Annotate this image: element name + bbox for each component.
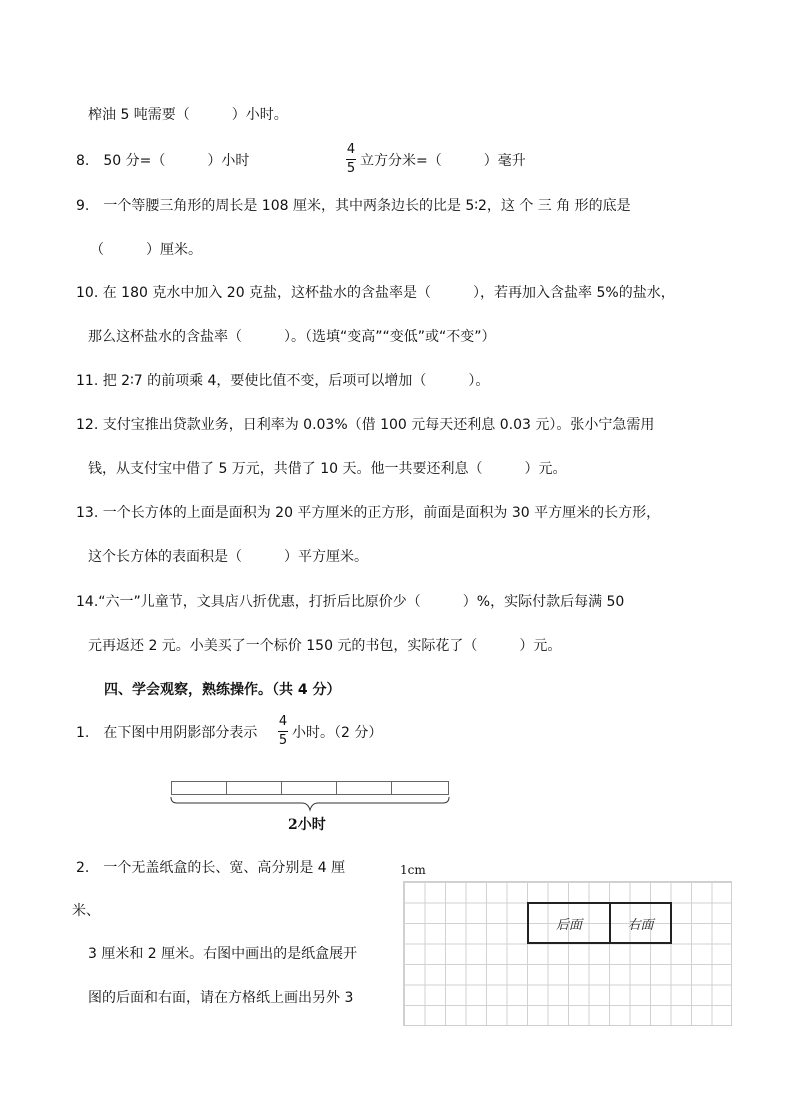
p1-frac-den: 5 xyxy=(278,733,288,748)
question-10b: 那么这杯盐水的含盐率（ ）。（选填“变高”“变低”或“不变”） xyxy=(88,329,496,345)
time-bar[interactable] xyxy=(171,781,449,795)
q8-frac-num: 4 xyxy=(346,142,356,157)
face-back: 后面 xyxy=(527,902,611,944)
line-q7-cont: 榨油 5 吨需要（ ）小时。 xyxy=(88,107,288,123)
question-14b: 元再返还 2 元。小美买了一个标价 150 元的书包，实际花了（ ）元。 xyxy=(88,638,562,654)
q8-frac-den: 5 xyxy=(346,161,356,176)
problem-2a: 2. 一个无盖纸盒的长、宽、高分别是 4 厘 xyxy=(76,860,346,876)
question-12b: 钱，从支付宝中借了 5 万元，共借了 10 天。他一共要还利息（ ）元。 xyxy=(88,461,567,477)
time-bar-segment[interactable] xyxy=(226,781,282,795)
p1-frac-bar xyxy=(278,731,288,732)
question-10a: 10. 在 180 克水中加入 20 克盐，这杯盐水的含盐率是（ ），若再加入含盐率 5%的盐水， xyxy=(76,285,675,301)
question-13b: 这个长方体的表面积是（ ）平方厘米。 xyxy=(88,549,368,565)
time-bar-segment[interactable] xyxy=(391,781,449,795)
question-13a: 13. 一个长方体的上面是面积为 20 平方厘米的正方形，前面是面积为 30 平方厘米的长方形， xyxy=(76,505,661,521)
bar-label: 2小时 xyxy=(288,817,326,833)
grid-unit-label: 1cm xyxy=(400,863,426,877)
problem-1b: 小时。（2 分） xyxy=(292,725,383,741)
face-right: 右面 xyxy=(609,902,672,944)
q8-frac-bar xyxy=(346,159,356,160)
question-9a: 9. 一个等腰三角形的周长是 108 厘米，其中两条边长的比是 5∶2，这 个 三 角 形的底是 xyxy=(76,198,631,214)
section-4-heading: 四、学会观察，熟练操作。（共 4 分） xyxy=(104,682,341,698)
question-14a: 14.“六一”儿童节，文具店八折优惠，打折后比原价少（ ）%，实际付款后每满 50 xyxy=(76,594,625,610)
time-bar-segment[interactable] xyxy=(336,781,392,795)
problem-1a: 1. 在下图中用阴影部分表示 xyxy=(76,725,258,741)
time-bar-segment[interactable] xyxy=(171,781,227,795)
problem-2d: 图的后面和右面，请在方格纸上画出另外 3 xyxy=(88,990,354,1006)
question-11: 11. 把 2∶7 的前项乘 4，要使比值不变，后项可以增加（ ）。 xyxy=(76,373,490,389)
problem-2c: 3 厘米和 2 厘米。右图中画出的是纸盒展开 xyxy=(88,946,358,962)
question-9b: （ ）厘米。 xyxy=(90,242,202,258)
question-12a: 12. 支付宝推出贷款业务，日利率为 0.03%（借 100 元每天还利息 0.03 元）。张小宁急需用 xyxy=(76,417,655,433)
graph-paper[interactable] xyxy=(403,881,732,1026)
p1-frac-num: 4 xyxy=(278,714,288,729)
time-bar-segment[interactable] xyxy=(281,781,337,795)
question-8a: 8. 50 分=（ ）小时 xyxy=(76,153,250,169)
brace xyxy=(169,796,451,812)
question-8b: 立方分米=（ ）毫升 xyxy=(360,153,526,169)
problem-2b: 米、 xyxy=(72,903,100,919)
